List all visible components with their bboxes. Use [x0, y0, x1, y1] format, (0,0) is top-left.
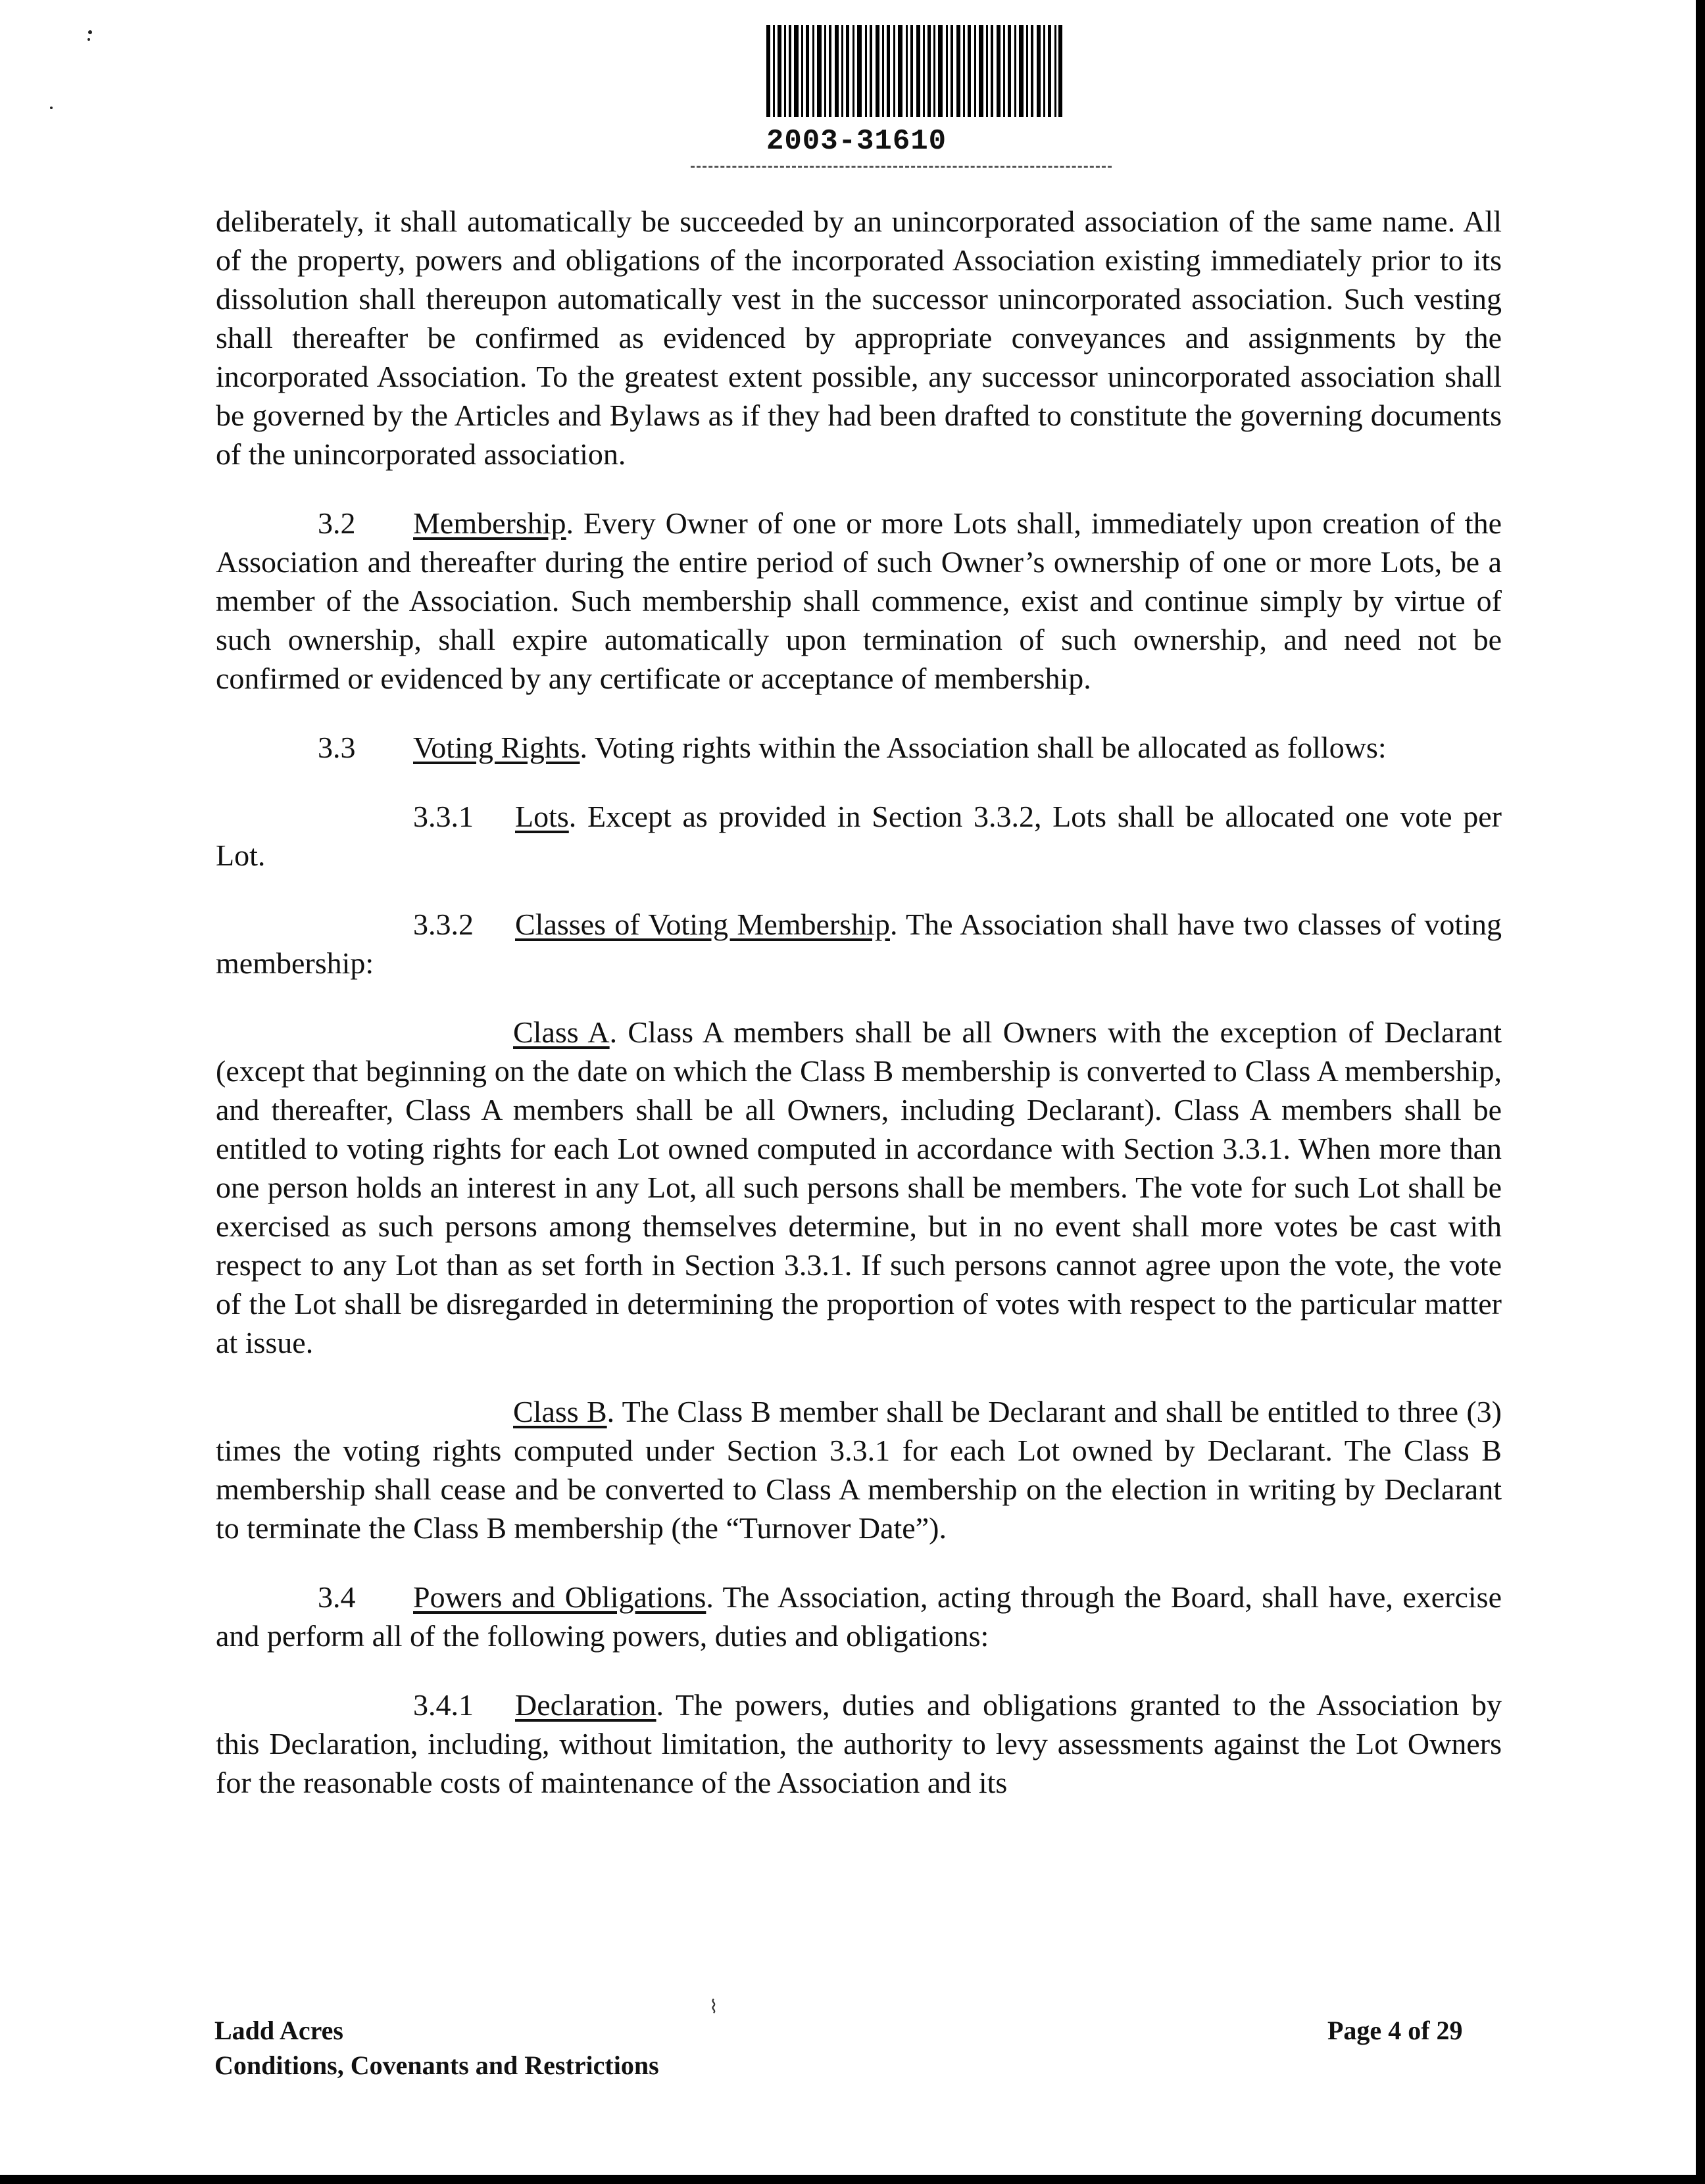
section-3-4 [216, 1578, 1502, 1655]
footer-title-line1: Ladd Acres [214, 2016, 343, 2045]
scan-mark: ⌇ [709, 1997, 718, 2018]
section-text: . Voting rights within the Association shall be allocated as follows: [580, 731, 1387, 764]
section-number: 3.4.1 [413, 1688, 474, 1722]
class-b-text: . The Class B member shall be Declarant and shall be entitled to three (3) times the voting rights computed under Section 3.3.1 for each Lot owned by Declarant. The Class B membership shall cease and be converted to Class A membership on the election in writing by Declarant to terminate the Class B membership (the “Turnover Date”). [216, 1395, 1502, 1545]
section-number: 3.3.1 [413, 800, 474, 833]
scan-speck [88, 30, 92, 34]
section-number: 3.3.2 [413, 908, 474, 941]
footer-title [214, 2013, 659, 2083]
section-heading: Declaration [515, 1688, 656, 1722]
section-text: . The powers, duties and obligations granted to the Association by this Declaration, including, without limitation, the authority to levy assessments against the Lot Owners for the reasonable costs of maintenance of the Association and its [216, 1688, 1502, 1799]
section-heading: Voting Rights [413, 731, 580, 764]
class-b-heading: Class B [513, 1395, 607, 1428]
class-a-heading: Class A [513, 1015, 610, 1049]
paragraph-continuation: deliberately, it shall automatically be succeeded by an unincorporated association of the same name. All of the property, powers and obligations of the incorporated Association existing immediately prior to its dissolution shall thereupon automatically vest in the successor unincorporated association. Such vesting shall thereafter be confirmed as evidenced by appropriate conveyances and assignments by the incorporated Association. To the greatest extent possible, any successor unincorporated association shall be governed by the Articles and Bylaws as if they had been drafted to constitute the governing documents of the unincorporated association. [216, 205, 1502, 471]
class-a-paragraph [216, 1013, 1502, 1362]
footer-title-line2: Conditions, Covenants and Restrictions [214, 2051, 659, 2080]
class-b-paragraph [216, 1392, 1502, 1547]
class-a-text: . Class A members shall be all Owners with the exception of Declarant (except that beginning on the date on which the Class B membership is converted to Class A membership, and thereafter, Class A members shall be all Owners, including Declarant). Class A members shall be entitled to voting rights for each Lot owned computed in accordance with Section 3.3.1. When more than one person holds an interest in any Lot, all such persons shall be members. The vote for such Lot shall be exercised as such persons among themselves determine, but in no event shall more votes be cast with respect to any Lot than as set forth in Section 3.3.1. If such persons cannot agree upon the vote, the vote of the Lot shall be disregarded in determining the proportion of votes with respect to the particular matter at issue. [216, 1015, 1502, 1359]
section-3-2 [216, 504, 1502, 698]
section-text: . Except as provided in Section 3.3.2, Lots shall be allocated one vote per Lot. [216, 800, 1502, 872]
section-number: 3.3 [318, 731, 356, 764]
barcode-number: 2003-31610 [766, 125, 947, 158]
section-3-3-1 [216, 797, 1502, 875]
section-number: 3.2 [318, 506, 356, 540]
section-3-3 [216, 728, 1502, 767]
section-number: 3.4 [318, 1580, 356, 1614]
section-text: . The Association shall have two classes of voting membership: [216, 908, 1502, 980]
barcode-underline [691, 166, 1112, 168]
barcode [766, 25, 1062, 117]
section-text: . Every Owner of one or more Lots shall, immediately upon creation of the Association and thereafter during the entire period of such Owner’s ownership of one or more Lots, be a member of the Association. Such membership shall commence, exist and continue simply by virtue of such ownership, shall expire automatically upon termination of such ownership, and need not be confirmed or evidenced by any certificate or acceptance of membership. [216, 506, 1502, 695]
section-3-3-2 [216, 905, 1502, 983]
section-text: . The Association, acting through the Board, shall have, exercise and perform all of the following powers, duties and obligations: [216, 1580, 1502, 1653]
page-number: Page 4 of 29 [1327, 2016, 1463, 2045]
section-heading: Lots [515, 800, 569, 833]
section-heading: Membership [413, 506, 566, 540]
scan-speck [87, 38, 90, 41]
section-heading: Classes of Voting Membership [515, 908, 890, 941]
section-heading: Powers and Obligations [413, 1580, 706, 1614]
section-3-4-1 [216, 1686, 1502, 1802]
document-body [216, 202, 1502, 1802]
scan-speck [50, 107, 53, 109]
